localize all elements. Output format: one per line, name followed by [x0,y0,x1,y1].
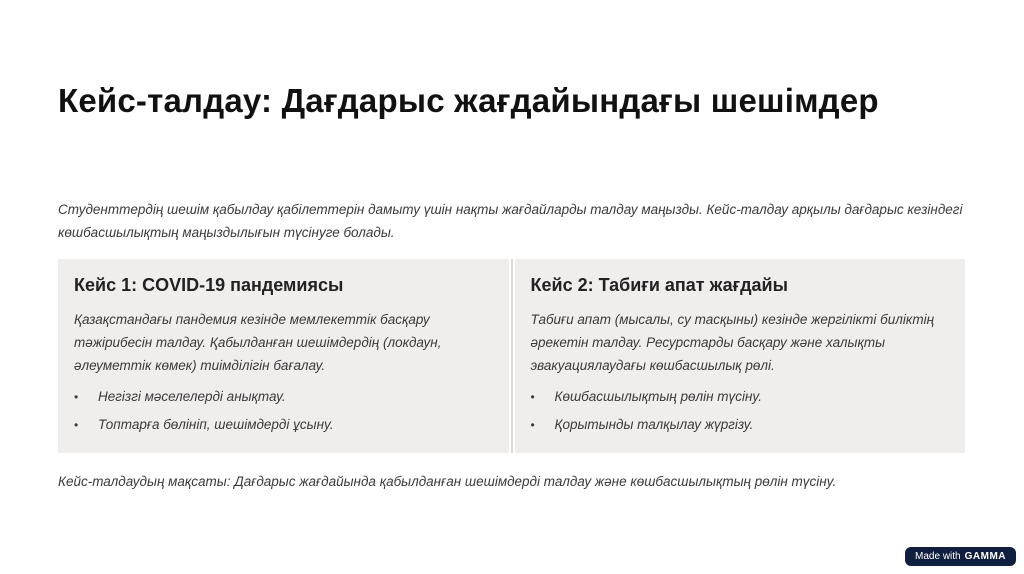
list-item-text: Негізгі мәселелерді анықтау. [98,389,286,404]
case-description: Табиғи апат (мысалы, су тасқыны) кезінде жергілікті биліктің әрекетін талдау. Ресурстарды басқару және халықты эвакуациялаудағы көшбасшылық рөлі. [530,312,935,373]
case-bullet-list [531,383,950,439]
case-bullet-list [74,383,493,439]
list-item [74,411,493,439]
intro-paragraph: Студенттердің шешім қабылдау қабілеттерін дамыту үшін нақты жағдайларды талдау маңызды. Кейс-талдау арқылы дағдарыс кезіндегі көшбасшылықтың маңыздылығын түсінуге болады. [58,202,963,240]
card-divider [511,259,513,453]
badge-prefix: Made with [915,551,961,562]
case-card-1 [58,259,509,453]
list-item-text: Қорытынды талқылау жүргізу. [554,417,754,432]
list-item-text: Топтарға бөлініп, шешімдерді ұсыну. [98,417,334,432]
list-item [531,383,950,411]
list-item [74,383,493,411]
bullet-icon: • [74,390,79,404]
list-item-text: Көшбасшылықтың рөлін түсіну. [554,389,763,404]
case-cards [58,259,965,453]
case-title: Кейс 1: COVID-19 пандемиясы [74,275,344,295]
bullet-icon: • [74,418,79,432]
bullet-icon: • [530,390,535,404]
page-title: Кейс-талдау: Дағдарыс жағдайындағы шешімдер [58,82,879,119]
case-card-2 [515,259,966,453]
bullet-icon: • [530,418,535,432]
case-description: Қазақстандағы пандемия кезінде мемлекеттік басқару тәжірибесін талдау. Қабылданған шешімдердің (локдаун, әлеуметтік көмек) тиімділігін бағалау. [74,312,442,373]
list-item [531,411,950,439]
summary-text: Кейс-талдаудың мақсаты: Дағдарыс жағдайында қабылданған шешімдерді талдау және көшбасшылықтың рөлін түсіну. [58,474,837,489]
made-with-gamma-badge[interactable] [905,547,1016,566]
gamma-logo: GAMMA [964,551,1006,562]
case-title: Кейс 2: Табиғи апат жағдайы [530,275,788,295]
